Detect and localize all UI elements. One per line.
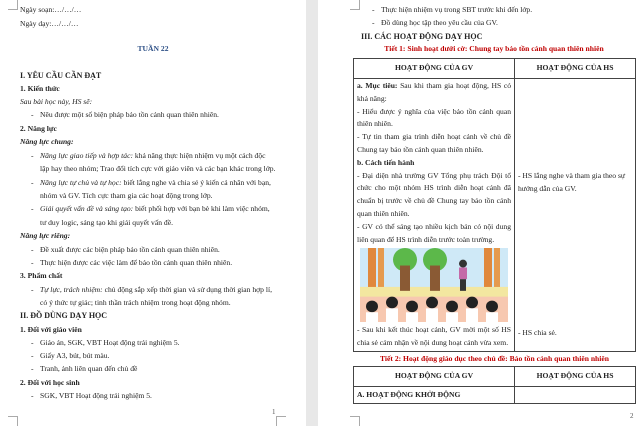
item-text: biết lắng nghe và chia sẻ ý kiến cá nhân với bạn, [121, 178, 271, 187]
item-label: Tự lực, trách nhiệm: [40, 285, 103, 294]
subheading: 1. Đối với giáo viên [20, 325, 82, 334]
activity-table-2 [353, 366, 636, 404]
activity-table-1 [353, 58, 636, 352]
subheading: 2. Năng lực [20, 124, 57, 133]
section-heading: II. ĐỒ DÙNG DẠY HỌC [20, 311, 108, 320]
hs-response: - HS chia sẻ. [518, 328, 557, 337]
procedure-item: - GV có thể sáng tạo nhiều kịch bản có nội dung liên quan để HS trình diễn trước toàn trường. [357, 221, 511, 244]
item-text: chủ động sắp xếp thời gian và sử dụng thời gian hợp lí, [102, 285, 272, 294]
list-item: - Thực hiện nhiệm vụ trong SBT trước khi đến lớp. [381, 5, 532, 15]
list-item: - Giấy A3, bút, bút màu. [40, 351, 109, 361]
stage-performance-illustration [360, 248, 508, 322]
list-item [40, 204, 270, 214]
intro-text: Sau bài học này, HS sẽ: [20, 97, 93, 106]
hs-activities-cell [515, 79, 636, 352]
item-text: biết phối hợp với bạn bè khi làm việc nhóm, [133, 204, 270, 213]
list-item [40, 178, 271, 188]
item-text: có ý thức tự giác; tinh thần trách nhiệm trong hoạt động nhóm. [40, 298, 231, 307]
subheading: Năng lực chung: [20, 137, 74, 146]
procedure-label: b. Cách tiến hành [357, 157, 415, 167]
procedure-item: - Sau khi kết thúc hoạt cảnh, GV mời một số HS chia sẻ cảm nhận về nội dung hoạt cảnh vừa xem. [357, 325, 511, 348]
item-label: Năng lực tự chủ và tự học: [40, 178, 122, 187]
list-item: - Thực hiện được các việc làm để bảo tồn cảnh quan thiên nhiên. [40, 258, 232, 268]
document-page-2 [318, 0, 640, 426]
item-text: nhóm và GV. Tích cực tham gia các hoạt động trong lớp. [40, 191, 213, 200]
list-item: - SGK, VBT Hoạt động trải nghiệm 5. [40, 391, 152, 401]
column-header-gv: HOẠT ĐỘNG CỦA GV [354, 59, 515, 79]
week-title: TUẦN 22 [137, 44, 169, 53]
gv-activities-cell [354, 79, 515, 352]
margin-mark [350, 416, 360, 426]
column-header-hs: HOẠT ĐỘNG CỦA HS [515, 59, 636, 79]
list-item: - Đề xuất được các biện pháp bảo tồn cảnh quan thiên nhiên. [40, 245, 220, 255]
lesson-1-heading: Tiết 1: Sinh hoạt dưới cờ: Chung tay bảo tồn cảnh quan thiên nhiên [384, 44, 604, 53]
item-label: Năng lực giao tiếp và hợp tác: [40, 151, 133, 160]
list-item: - Đồ dùng học tập theo yêu cầu của GV. [381, 18, 498, 28]
page-number: 2 [630, 412, 634, 420]
list-item [40, 151, 266, 161]
goal-item: - Hiểu được ý nghĩa của việc bảo tồn cảnh quan thiên nhiên. [357, 106, 511, 129]
list-item [40, 285, 272, 295]
subheading: Năng lực riêng: [20, 231, 71, 240]
date-taught: Ngày dạy:…/…/… [20, 19, 79, 28]
goal-text: Sau khi tham gia hoạt động, HS có khả năng: [357, 81, 512, 103]
list-item: - Tranh, ảnh liên quan đến chủ đề [40, 364, 137, 374]
column-header-hs: HOẠT ĐỘNG CỦA HS [515, 366, 636, 386]
column-header-gv: HOẠT ĐỘNG CỦA GV [354, 366, 515, 386]
item-text: tư duy logic, sáng tạo khi giải quyết vấn đề. [40, 218, 173, 227]
document-page-1 [0, 0, 306, 426]
empty-cell [515, 386, 636, 403]
date-prepared: Ngày soạn:…/…/… [20, 5, 82, 14]
subheading: 3. Phẩm chất [20, 271, 63, 280]
goal-paragraph [357, 80, 511, 106]
margin-mark [8, 0, 18, 10]
hs-response: - HS lắng nghe và tham gia theo sự hướng dẫn của GV. [518, 171, 626, 193]
subheading: 1. Kiến thức [20, 84, 60, 93]
item-text: lập hay theo nhóm; Trao đổi tích cực với giáo viên và các bạn khác trong lớp. [40, 164, 276, 173]
goal-item: - Tự tin tham gia trình diễn hoạt cảnh về chủ đề Chung tay bảo tồn cảnh quan thiên nhiên. [357, 132, 511, 154]
goal-label: a. Mục tiêu: [357, 81, 398, 90]
subheading: 2. Đối với học sinh [20, 378, 80, 387]
list-item: - Nêu được một số biện pháp bảo tồn cảnh quan thiên nhiên. [40, 110, 219, 120]
lesson-2-heading: Tiết 2: Hoạt động giáo dục theo chủ đề: Bảo tồn cảnh quan thiên nhiên [380, 353, 609, 363]
page-number: 1 [272, 408, 276, 416]
section-heading: I. YÊU CẦU CẦN ĐẠT [20, 71, 102, 80]
procedure-item: - Đại diện nhà trường GV Tổng phụ trách Đội tổ chức cho một nhóm HS trình diễn hoạt cảnh đã chuẩn bị trước về chủ đề Chung tay bảo tồn cảnh quan thiên nhiên. [357, 170, 511, 218]
item-text: khả năng thực hiện nhiệm vụ một cách độc [132, 151, 266, 160]
lesson-tables [353, 58, 636, 404]
margin-mark [276, 416, 286, 426]
margin-mark [350, 0, 360, 10]
list-item: - Giáo án, SGK, VBT Hoạt động trải nghiệm 5. [40, 338, 180, 348]
item-label: Giải quyết vấn đề và sáng tạo: [40, 204, 134, 213]
section-heading: III. CÁC HOẠT ĐỘNG DẠY HỌC [361, 32, 483, 41]
startup-activity-cell: A. HOẠT ĐỘNG KHỞI ĐỘNG [354, 386, 515, 403]
margin-mark [8, 416, 18, 426]
